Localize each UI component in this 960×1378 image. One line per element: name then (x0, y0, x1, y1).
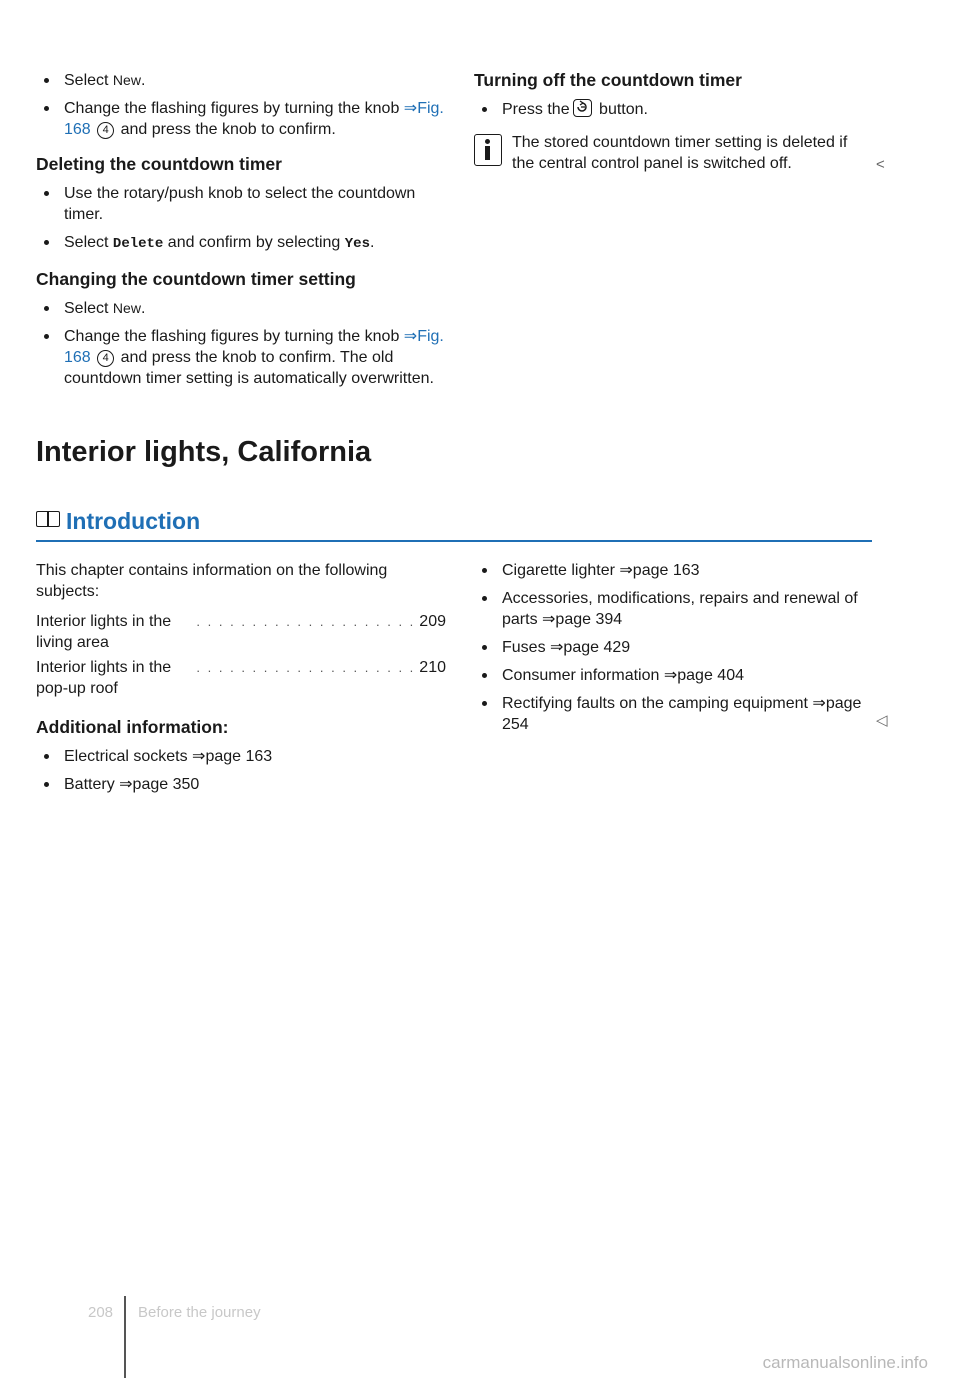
intro-heading: Introduction (36, 511, 200, 532)
right-column-bottom (474, 560, 874, 742)
toc-row[interactable]: Interior lights in the living area . . . . . . . . . . . . . . . . . . . . 209 (36, 613, 446, 651)
heading-additional-info: Additional information: (36, 717, 229, 737)
page-link[interactable]: ⇒page 429 (550, 639, 631, 656)
timer-button-icon (573, 99, 592, 117)
list-item: Cigarette lighter ⇒page 163 (474, 560, 874, 581)
page-number: 208 (88, 1304, 114, 1321)
page-link[interactable]: ⇒page 163 (619, 562, 700, 579)
info-text: The stored countdown timer setting is deleted if the central control panel is switched off. (512, 134, 848, 172)
end-mark-icon: < (876, 156, 885, 173)
left-column-bottom (36, 560, 446, 802)
info-icon (474, 134, 502, 166)
right-column-top (474, 70, 874, 127)
callout-number: 4 (97, 122, 114, 139)
callout-number-2: 4 (97, 350, 114, 367)
bullet-select-new: Select New. (36, 70, 446, 91)
left-column-top (36, 70, 446, 396)
end-mark-icon: ◁ (876, 712, 888, 729)
footer-divider (124, 1296, 126, 1378)
page-link[interactable]: ⇒page 404 (663, 667, 744, 684)
list-item: Electrical sockets ⇒page 163 (36, 746, 446, 767)
list-item: Rectifying faults on the camping equipment ⇒page 254 (474, 693, 874, 735)
heading-changing: Changing the countdown timer setting (36, 269, 356, 289)
menu-new-2: New (112, 300, 141, 316)
page-link[interactable]: ⇒page 350 (119, 776, 200, 793)
list-item: Accessories, modifications, repairs and renewal of parts ⇒page 394 (474, 588, 874, 630)
list-item: Battery ⇒page 350 (36, 774, 446, 795)
page-link[interactable]: ⇒page 394 (542, 611, 623, 628)
chapter-name: Before the journey (138, 1304, 261, 1321)
bullet-change-figures: Change the flashing figures by turning the knob ⇒Fig. 168 4 and press the knob to confirm. (36, 98, 446, 140)
list-item: Fuses ⇒page 429 (474, 637, 874, 658)
page-link[interactable]: ⇒page 254 (502, 695, 862, 733)
intro-rule (36, 540, 872, 542)
page-link[interactable]: ⇒page 163 (192, 748, 273, 765)
bullet-change-figures-2: Change the flashing figures by turning the knob ⇒Fig. 168 4 and press the knob to confirm. The old countdown timer setting is automatically overwritten. (36, 326, 446, 389)
fig-link-2[interactable]: ⇒Fig. 168 (64, 328, 444, 366)
bullet-select-new-2: Select New. (36, 298, 446, 319)
fig-link[interactable]: ⇒Fig. 168 (64, 100, 444, 138)
bullet-select-delete: Select Delete and confirm by selecting Yes. (36, 232, 446, 255)
book-icon (36, 511, 60, 527)
intro-text: This chapter contains information on the following subjects: (36, 562, 388, 600)
heading-deleting: Deleting the countdown timer (36, 154, 282, 174)
list-item: Consumer information ⇒page 404 (474, 665, 874, 686)
menu-new: New (112, 72, 141, 88)
watermark: carmanualsonline.info (762, 1353, 928, 1372)
section-title: Interior lights, California (36, 436, 372, 468)
menu-delete: Delete (112, 236, 164, 252)
heading-turning-off: Turning off the countdown timer (474, 70, 742, 90)
bullet-use-knob: Use the rotary/push knob to select the countdown timer. (36, 183, 446, 225)
menu-yes: Yes (344, 236, 370, 252)
toc-row[interactable]: Interior lights in the pop-up roof . . . . . . . . . . . . . . . . . . . . 210 (36, 659, 446, 697)
bullet-press-button: Press the button. (474, 99, 874, 120)
